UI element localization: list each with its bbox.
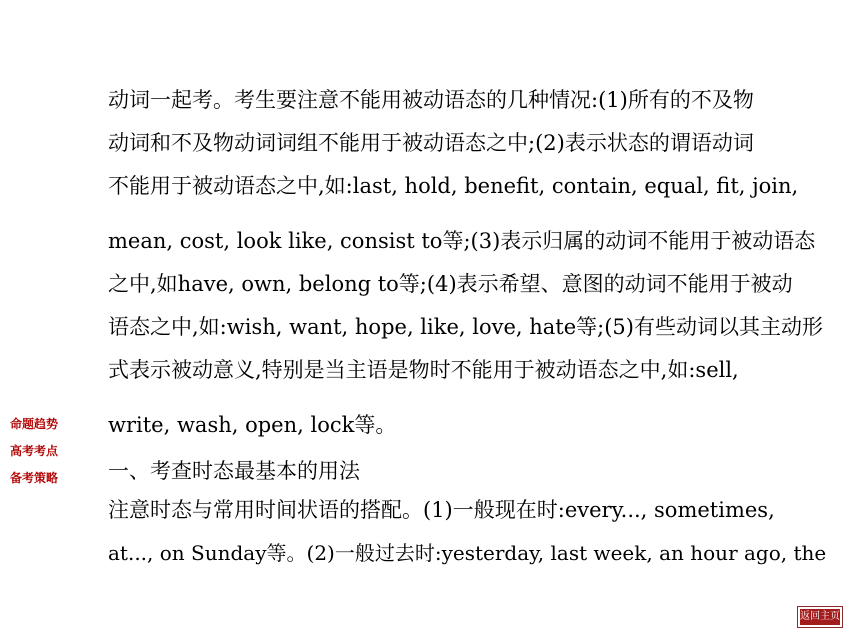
text-line-4: mean, cost, look like, consist to等;(3)表示归属的动词不能用于被动语态 (108, 229, 816, 253)
sidebar-item-exam-points[interactable]: 高考考点 (10, 444, 59, 458)
text-line-8: write, wash, open, lock等。 (108, 413, 397, 437)
text-line-6: 语态之中,如:wish, want, hope, like, love, hate等;(5)有些动词以其主动形 (108, 315, 823, 339)
text-line-11: at..., on Sunday等。(2)一般过去时:yesterday, last week, an hour ago, the (108, 541, 827, 565)
sidebar-item-trends[interactable]: 命题趋势 (10, 417, 59, 431)
text-line-5: 之中,如have, own, belong to等;(4)表示希望、意图的动词不能用于被动 (108, 272, 793, 296)
text-line-1: 动词一起考。考生要注意不能用被动语态的几种情况:(1)所有的不及物 (108, 88, 754, 112)
sidebar-item-strategy[interactable]: 备考策略 (10, 471, 59, 485)
text-line-10: 注意时态与常用时间状语的搭配。(1)一般现在时:every..., sometimes, (108, 498, 775, 522)
text-line-3: 不能用于被动语态之中,如:last, hold, benefit, contain, equal, fit, join, (108, 174, 799, 198)
text-line-7: 式表示被动意义,特别是当主语是物时不能用于被动语态之中,如:sell, (108, 358, 739, 382)
section-heading: 一、考查时态最基本的用法 (108, 459, 360, 483)
text-line-2: 动词和不及物动词词组不能用于被动语态之中;(2)表示状态的谓语动词 (108, 131, 754, 155)
home-button[interactable] (797, 606, 843, 628)
home-button-label: 返回主页 (800, 609, 840, 625)
